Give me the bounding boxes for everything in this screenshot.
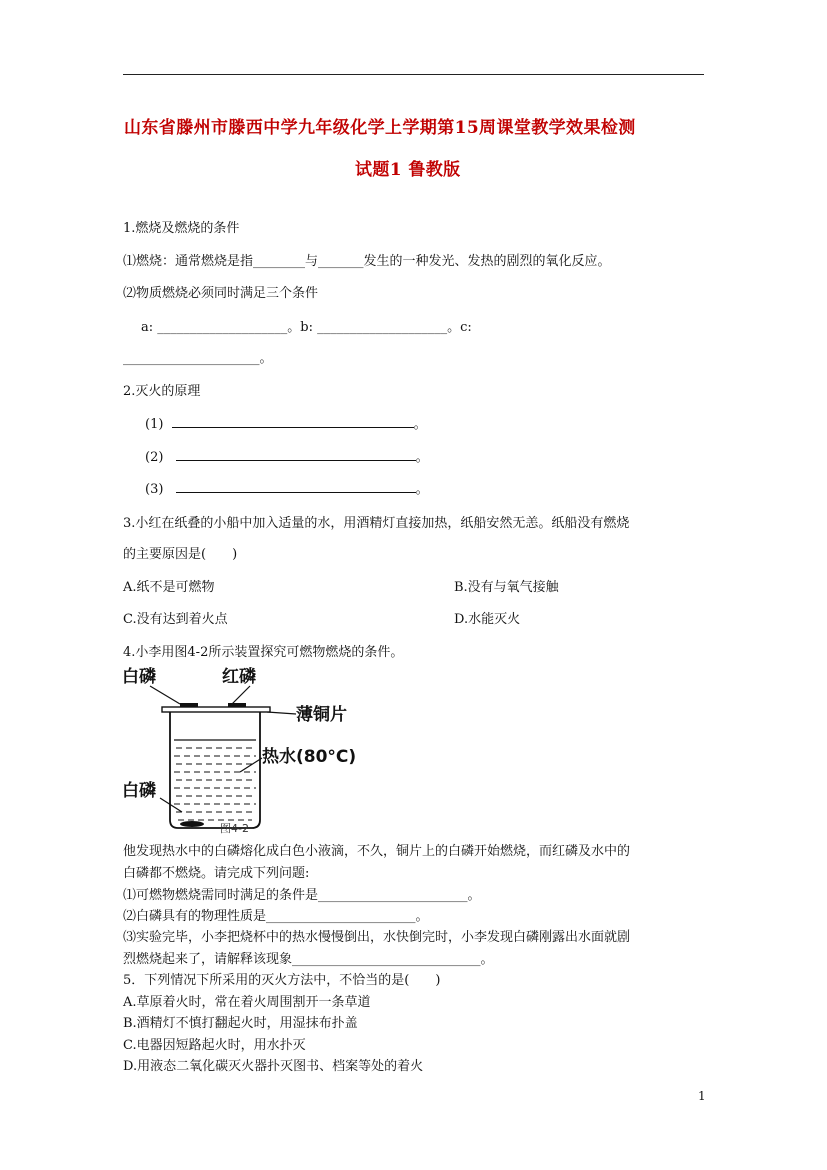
q2-item-2 [145,446,429,465]
q4-heading: 4.小李用图4-2所示装置探究可燃物燃烧的条件。 [123,645,404,660]
q3-line2: 的主要原因是( ) [123,547,238,562]
apparatus-figure [122,660,372,836]
doc-title-line1: 山东省滕州市滕西中学九年级化学上学期第15周课堂教学效果检测 [124,118,636,138]
q2-item-2-blank [176,448,416,461]
red-phosphorus-piece [228,703,246,707]
figure-label-copper-sheet: 薄铜片 [296,705,347,725]
q5-heading: 5．下列情况下所采用的灭火方法中，不恰当的是( ) [123,973,441,988]
q2-heading: 2.灭火的原理 [123,384,201,399]
page-number: 1 [698,1089,706,1103]
q5-option-b: B.酒精灯不慎打翻起火时，用湿抹布扑盖 [123,1016,358,1031]
copper-sheet [162,707,270,712]
q1-abc-line: a: ____________________。b: ____________________。c: [141,320,472,335]
q3-option-b: B.没有与氧气接触 [454,580,559,595]
q1-heading: 1.燃烧及燃烧的条件 [123,221,240,236]
q2-item-2-label: (2) [145,450,164,465]
q2-item-2-end: 。 [415,450,429,465]
q3-option-a: A.纸不是可燃物 [123,580,215,595]
figure-label-white-phosphorus-bottom: 白磷 [122,781,156,801]
q5-option-c: C.电器因短路起火时，用水扑灭 [123,1038,306,1053]
q4-sub1: ⑴可燃物燃烧需同时满足的条件是_______________________。 [123,888,481,903]
q4-sub2: ⑵白磷具有的物理性质是_______________________。 [123,909,429,924]
header-rule [123,74,704,75]
q4-sub3-line1: ⑶实验完毕，小李把烧杯中的热水慢慢倒出，水快倒完时，小李发现白磷刚露出水面就剧 [123,930,631,945]
figure-label-hot-water: 热水(80°C) [262,747,357,767]
figure-label-red-phosphorus: 红磷 [222,667,256,687]
white-phosphorus-piece [180,703,198,707]
q2-item-1-label: (1) [145,417,164,432]
figure-label-white-phosphorus-top: 白磷 [122,667,156,687]
q1-abc-line2: _____________________。 [123,351,273,366]
q5-option-d: D.用液态二氧化碳灭火器扑灭图书、档案等处的着火 [123,1059,424,1074]
q3-line1: 3.小红在纸叠的小船中加入适量的水，用酒精灯直接加热，纸船安然无恙。纸船没有燃烧 [123,516,630,531]
q2-item-3 [145,478,429,497]
q2-item-3-end: 。 [415,482,429,497]
beaker [170,712,260,828]
figure-caption: 图4-2 [220,822,249,835]
q3-option-c: C.没有达到着火点 [123,612,228,627]
q5-option-a: A.草原着火时，常在着火周围割开一条草道 [123,995,371,1010]
white-phosphorus-in-water [180,821,204,827]
q4-text2: 白磷都不燃烧。请完成下列问题: [123,866,310,881]
q4-sub3-line2: 烈燃烧起来了，请解释该现象_____________________________。 [123,952,494,967]
q2-item-1-end: 。 [413,417,427,432]
q4-text1: 他发现热水中的白磷熔化成白色小液滴，不久，铜片上的白磷开始燃烧，而红磷及水中的 [123,844,631,859]
q2-item-1-blank [172,415,414,428]
q2-item-1 [145,413,427,432]
q3-option-d: D.水能灭火 [454,612,521,627]
doc-title-line2: 试题1 鲁教版 [355,160,461,180]
q1-part2: ⑵物质燃烧必须同时满足三个条件 [123,286,319,301]
q2-item-3-blank [176,480,416,493]
hot-water [174,748,256,820]
q1-part1: ⑴燃烧：通常燃烧是指________与_______发生的一种发光、发热的剧烈的氧化反应。 [123,254,611,269]
q2-item-3-label: (3) [145,482,164,497]
